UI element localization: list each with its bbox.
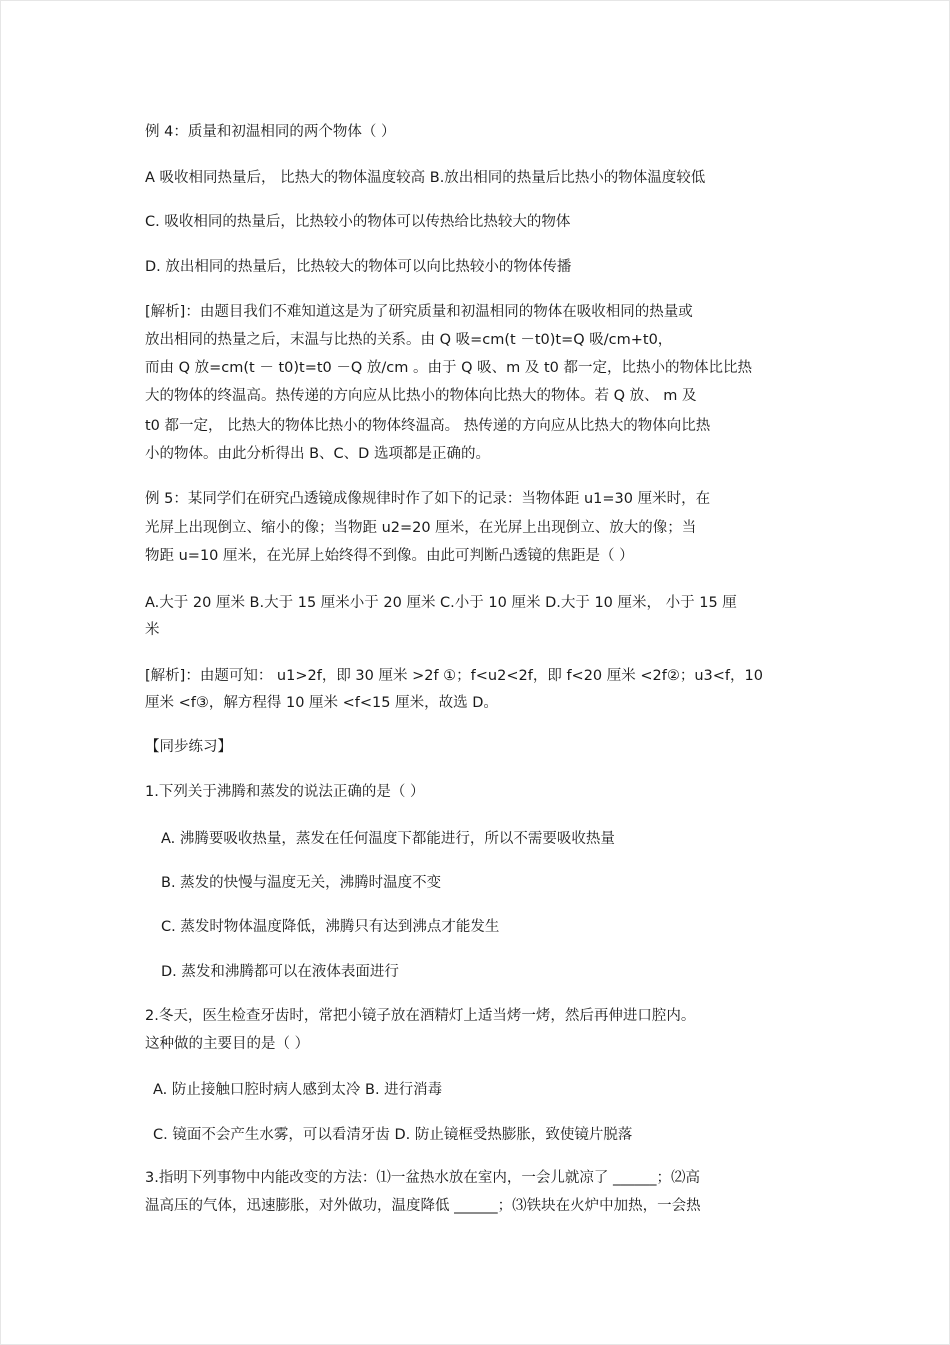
analysis-4-line-6: 小的物体。由此分析得出 B、C、D 选项都是正确的。	[145, 446, 490, 462]
example-5-options: A.大于 20 厘米 B.大于 15 厘米小于 20 厘米 C.小于 10 厘米 D.大于 10 厘米， 小于 15 厘	[145, 595, 737, 611]
analysis-4-line-3: 而由 Q 放=cm(t － t0)t=t0 －Q 放/cm 。由于 Q 吸、m 及 t0 都一定，比热小的物体比比热	[145, 360, 752, 376]
practice-heading: 【同步练习】	[145, 739, 232, 755]
example-5-line-1: 例 5：某同学们在研究凸透镜成像规律时作了如下的记录：当物体距 u1=30 厘米时，在	[145, 491, 711, 507]
question-2-line-2: 这种做的主要目的是（ ）	[145, 1036, 310, 1052]
example-5-options-cont: 米	[145, 622, 160, 638]
example-4-option-d: D. 放出相同的热量后，比热较大的物体可以向比热较小的物体传播	[145, 259, 572, 275]
example-4-option-c: C. 吸收相同的热量后，比热较小的物体可以传热给比热较大的物体	[145, 214, 571, 230]
example-5-line-2: 光屏上出现倒立、缩小的像；当物距 u2=20 厘米，在光屏上出现倒立、放大的像；当	[145, 520, 697, 536]
example-4-question: 例 4：质量和初温相同的两个物体（ ）	[145, 124, 396, 140]
question-2-line-1: 2.冬天，医生检查牙齿时，常把小镜子放在酒精灯上适当烤一烤，然后再伸进口腔内。	[145, 1008, 696, 1024]
question-1-option-b: B. 蒸发的快慢与温度无关，沸腾时温度不变	[161, 875, 442, 891]
example-5-line-3: 物距 u=10 厘米，在光屏上始终得不到像。由此可判断凸透镜的焦距是（ ）	[145, 548, 634, 564]
analysis-4-line-5: t0 都一定， 比热大的物体比热小的物体终温高。 热传递的方向应从比热大的物体向比热	[145, 418, 711, 434]
question-1: 1.下列关于沸腾和蒸发的说法正确的是（ ）	[145, 784, 425, 800]
question-1-option-a: A. 沸腾要吸收热量，蒸发在任何温度下都能进行，所以不需要吸收热量	[161, 831, 615, 847]
analysis-4-line-1: [解析]：由题目我们不难知道这是为了研究质量和初温相同的物体在吸收相同的热量或	[145, 304, 693, 320]
question-3-line-2: 温高压的气体，迅速膨胀，对外做功，温度降低 ______；⑶铁块在火炉中加热，一会热	[145, 1198, 701, 1214]
question-1-option-c: C. 蒸发时物体温度降低，沸腾只有达到沸点才能发生	[161, 919, 500, 935]
question-2-options-c-d: C. 镜面不会产生水雾，可以看清牙齿 D. 防止镜框受热膨胀，致使镜片脱落	[153, 1127, 633, 1143]
question-2-options-a-b: A. 防止接触口腔时病人感到太冷 B. 进行消毒	[153, 1082, 443, 1098]
analysis-5-line-2: 厘米 <f③，解方程得 10 厘米 <f<15 厘米，故选 D。	[145, 695, 498, 711]
question-1-option-d: D. 蒸发和沸腾都可以在液体表面进行	[161, 964, 399, 980]
analysis-4-line-4: 大的物体的终温高。热传递的方向应从比热小的物体向比热大的物体。若 Q 放、 m 及	[145, 388, 697, 404]
question-3-line-1: 3.指明下列事物中内能改变的方法：⑴一盆热水放在室内，一会儿就凉了 ______；⑵高	[145, 1170, 700, 1186]
analysis-4-line-2: 放出相同的热量之后，末温与比热的关系。由 Q 吸=cm(t －t0)t=Q 吸/cm+t0，	[145, 332, 673, 348]
example-4-option-a-b: A 吸收相同热量后， 比热大的物体温度较高 B.放出相同的热量后比热小的物体温度较低	[145, 170, 706, 186]
analysis-5-line-1: [解析]：由题可知： u1>2f，即 30 厘米 >2f ①；f<u2<2f，即 f<20 厘米 <2f②；u3<f，10	[145, 668, 763, 684]
